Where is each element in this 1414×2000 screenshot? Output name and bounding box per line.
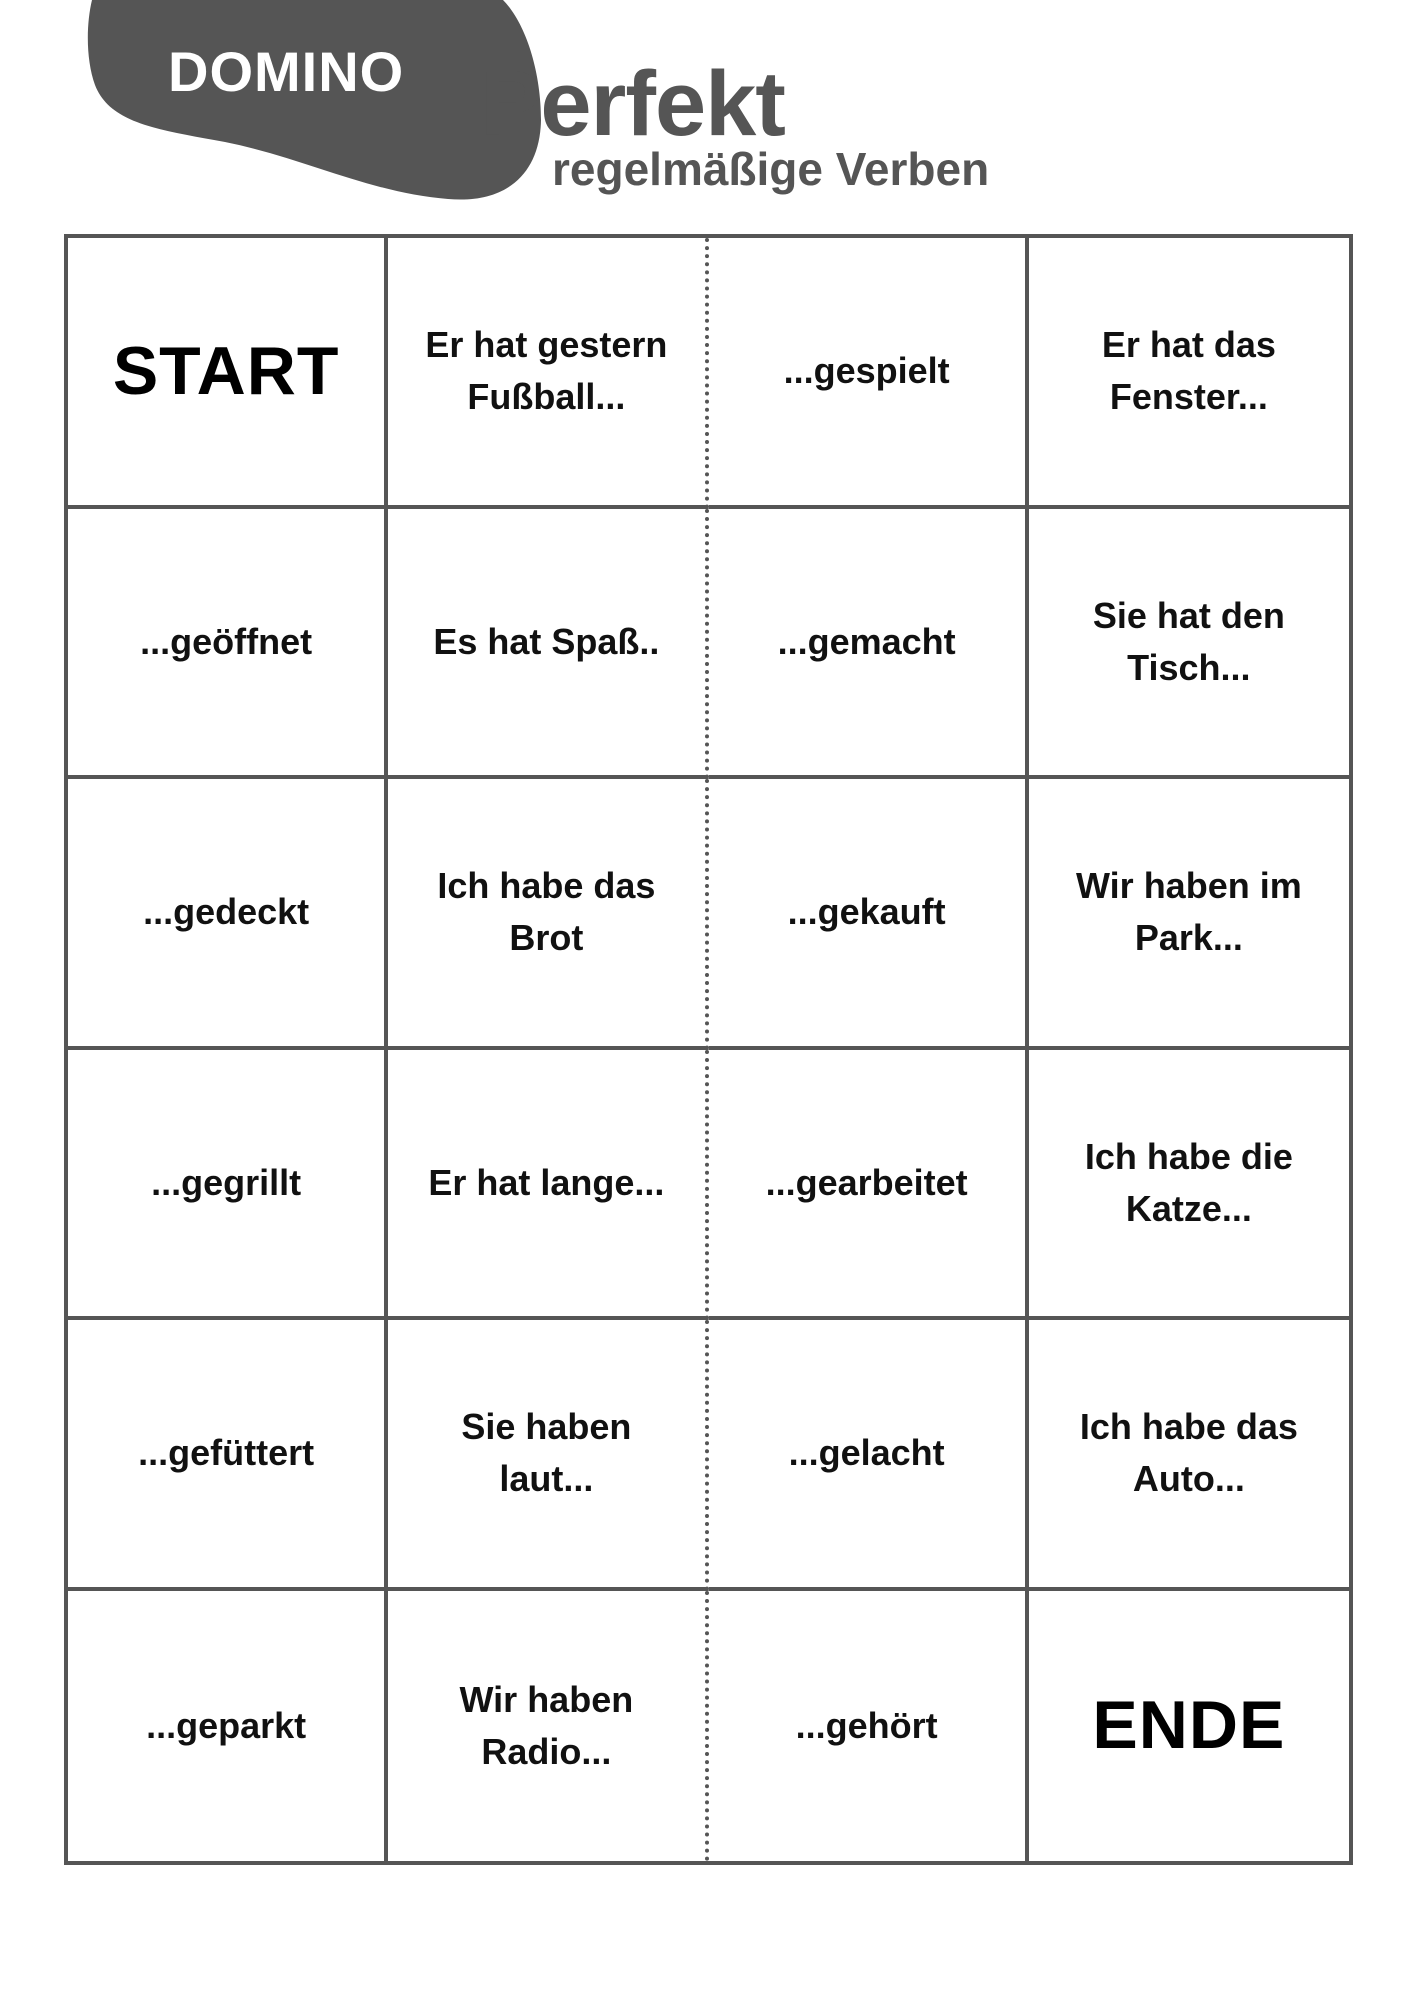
- card-text: Wir haben im Park...: [1076, 865, 1302, 959]
- card-answer: [709, 238, 1029, 509]
- card-question: [388, 1591, 708, 1862]
- card-text: Sie haben laut...: [461, 1406, 632, 1500]
- card-text: Er hat das Fenster...: [1101, 324, 1276, 418]
- card-text: ...gehört: [795, 1704, 938, 1746]
- card-text: Er hat lange...: [428, 1161, 665, 1203]
- card-answer: [709, 1320, 1029, 1591]
- card-text: ...gemacht: [777, 620, 956, 662]
- card-text: Ich habe das Auto...: [1079, 1406, 1298, 1500]
- card-end: [1029, 1591, 1349, 1862]
- card-text: ...geöffnet: [140, 620, 313, 662]
- card-answer: [709, 779, 1029, 1050]
- card-question: [1029, 779, 1349, 1050]
- card-question: [1029, 509, 1349, 780]
- card-answer: [709, 1591, 1029, 1862]
- card-text: Sie hat den Tisch...: [1092, 594, 1285, 688]
- card-question: [388, 1320, 708, 1591]
- card-answer: [68, 1050, 388, 1321]
- card-text: ...gearbeitet: [765, 1161, 968, 1203]
- card-answer: [68, 779, 388, 1050]
- domino-badge-shape: [0, 0, 560, 210]
- card-answer: [68, 1591, 388, 1862]
- card-question: [388, 1050, 708, 1321]
- card-text: Wir haben Radio...: [459, 1678, 634, 1772]
- card-question: [1029, 1320, 1349, 1591]
- card-question: [388, 238, 708, 509]
- card-text: START: [112, 332, 340, 409]
- card-answer: [68, 509, 388, 780]
- card-answer: [68, 1320, 388, 1591]
- card-question: [1029, 1050, 1349, 1321]
- card-text: ...gelacht: [788, 1432, 945, 1474]
- page-subtitle: regelmäßige Verben: [552, 143, 990, 195]
- card-answer: [709, 509, 1029, 780]
- card-text: Er hat gestern Fußball...: [425, 324, 668, 418]
- page-title: Perfekt: [480, 53, 785, 155]
- card-text: Es hat Spaß..: [433, 620, 660, 662]
- card-text: ...gekauft: [787, 891, 946, 933]
- domino-label: DOMINO: [168, 40, 405, 103]
- card-text: Ich habe die Katze...: [1084, 1135, 1293, 1229]
- card-text: ...gefüttert: [138, 1432, 315, 1474]
- card-question: [388, 509, 708, 780]
- card-text: ...gespielt: [783, 350, 950, 392]
- card-question: [1029, 238, 1349, 509]
- card-text: ...gedeckt: [143, 891, 310, 933]
- card-text: ENDE: [1092, 1687, 1286, 1764]
- card-answer: [709, 1050, 1029, 1321]
- card-text: ...geparkt: [146, 1704, 307, 1746]
- card-question: [388, 779, 708, 1050]
- card-text: ...gegrillt: [151, 1161, 302, 1203]
- card-text: Ich habe das Brot: [437, 865, 656, 959]
- domino-card-grid: [64, 234, 1353, 1865]
- card-start: [68, 238, 388, 509]
